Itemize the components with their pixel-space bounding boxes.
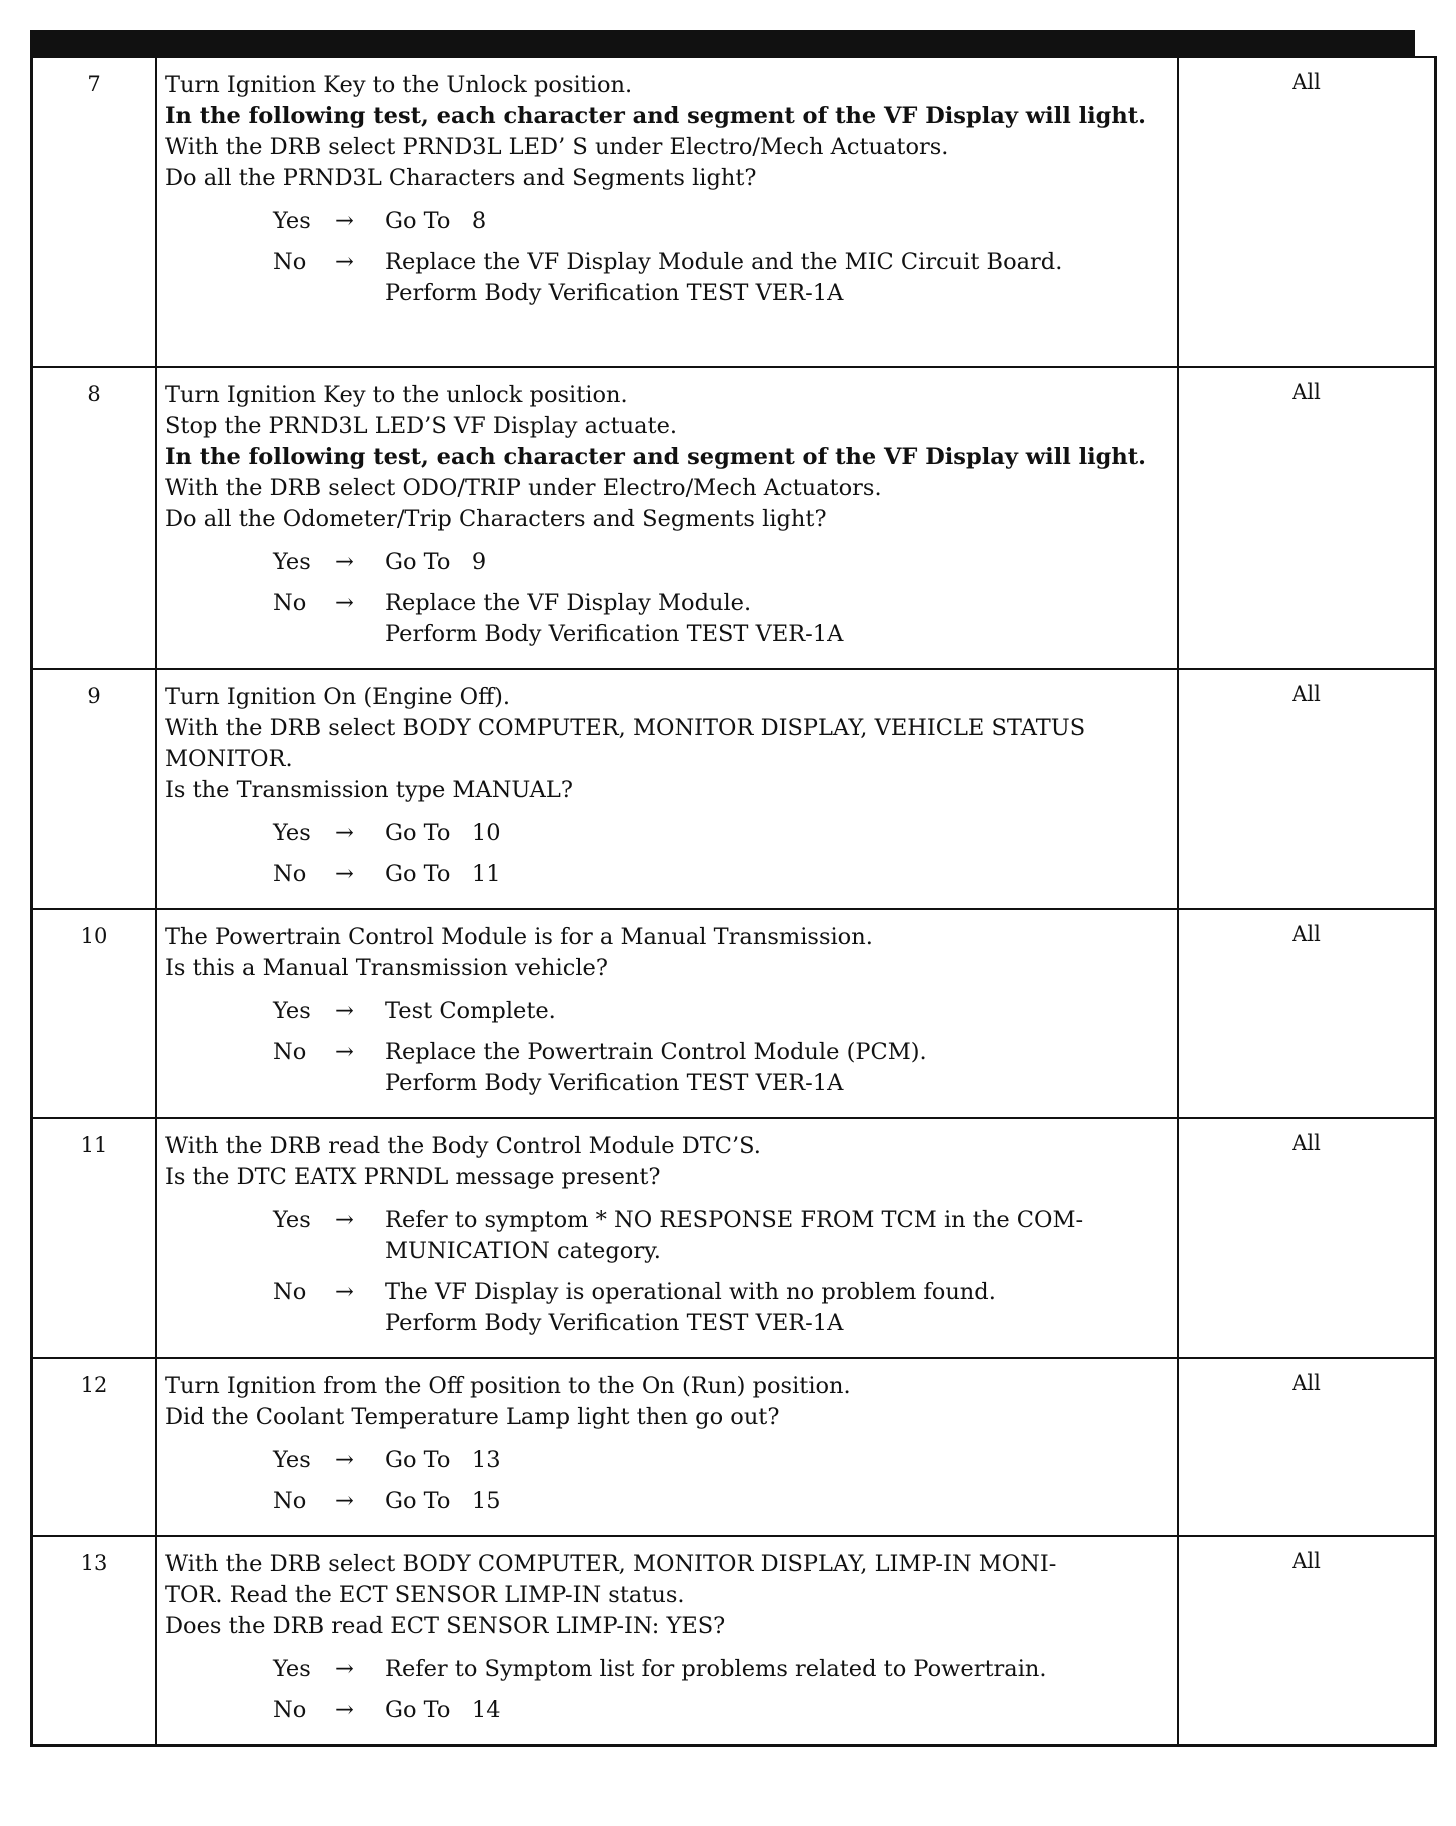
answer-result-line: Replace the VF Display Module.: [385, 590, 752, 616]
answer-options: [165, 996, 1167, 1099]
answer-result-line: Perform Body Verification TEST VER-1A: [385, 280, 844, 306]
step-instruction-line: TOR. Read the ECT SENSOR LIMP-IN status.: [165, 1582, 685, 1608]
answer-row: [165, 588, 1167, 650]
answer-key: No: [273, 861, 307, 887]
answer-result: [385, 1654, 1167, 1685]
answer-row: [165, 996, 1167, 1027]
arrow-right-icon: →: [335, 861, 354, 887]
answer-options: [165, 1205, 1167, 1339]
answer-result-line: MUNICATION category.: [385, 1238, 661, 1264]
answer-row: [165, 818, 1167, 849]
answer-result: [385, 859, 1167, 890]
answer-row: [165, 859, 1167, 890]
step-instruction-line: Do all the PRND3L Characters and Segments light?: [165, 165, 757, 191]
applicability: All: [1178, 909, 1436, 1118]
answer-result-line: Perform Body Verification TEST VER-1A: [385, 1070, 844, 1096]
answer-key: No: [273, 1039, 307, 1065]
answer-result: [385, 818, 1167, 849]
step-instruction-line: Is this a Manual Transmission vehicle?: [165, 955, 608, 981]
answer-result: [385, 1205, 1167, 1267]
arrow-right-icon: →: [335, 1697, 354, 1723]
applicability: All: [1178, 1118, 1436, 1358]
answer-row: [165, 1654, 1167, 1685]
step-instructions: [156, 57, 1178, 367]
step-number: 9: [32, 669, 157, 909]
step-number: 10: [32, 909, 157, 1118]
answer-result: [385, 1277, 1167, 1339]
answer-row: [165, 247, 1167, 309]
step-note-bold: In the following test, each character and segment of the VF Display will light.: [165, 444, 1146, 470]
step-number: 11: [32, 1118, 157, 1358]
step-number: 7: [32, 57, 157, 367]
answer-result-line: Go To 13: [385, 1447, 501, 1473]
arrow-right-icon: →: [335, 1039, 354, 1065]
answer-key: No: [273, 249, 307, 275]
step-instruction-line: Do all the Odometer/Trip Characters and Segments light?: [165, 506, 827, 532]
answer-row: [165, 1037, 1167, 1099]
applicability: All: [1178, 57, 1436, 367]
table-header-bar: [30, 30, 1415, 56]
answer-result: [385, 1037, 1167, 1099]
answer-options: [165, 547, 1167, 650]
answer-key: No: [273, 590, 307, 616]
step-instructions: [156, 1536, 1178, 1746]
answer-result-line: Refer to Symptom list for problems related to Powertrain.: [385, 1656, 1047, 1682]
answer-row: [165, 1277, 1167, 1339]
step-instruction-line: Turn Ignition from the Off position to the On (Run) position.: [165, 1373, 851, 1399]
answer-key: No: [273, 1279, 307, 1305]
step-instruction-line: Stop the PRND3L LED’S VF Display actuate.: [165, 413, 678, 439]
answer-key: Yes: [273, 998, 311, 1024]
arrow-right-icon: →: [335, 208, 354, 234]
answer-row: [165, 1486, 1167, 1517]
step-instruction-line: With the DRB select BODY COMPUTER, MONITOR DISPLAY, LIMP-IN MONI-: [165, 1551, 1057, 1577]
arrow-right-icon: →: [335, 1207, 354, 1233]
answer-key: Yes: [273, 1656, 311, 1682]
step-instructions: [156, 1118, 1178, 1358]
step-instruction-line: Does the DRB read ECT SENSOR LIMP-IN: YES?: [165, 1613, 726, 1639]
answer-key: No: [273, 1488, 307, 1514]
answer-result-line: Go To 11: [385, 861, 501, 887]
step-instruction-line: Is the Transmission type MANUAL?: [165, 777, 573, 803]
answer-result: [385, 588, 1167, 650]
arrow-right-icon: →: [335, 1447, 354, 1473]
step-instruction-line: With the DRB read the Body Control Module DTC’S.: [165, 1133, 761, 1159]
step-row: [32, 1536, 1436, 1746]
step-instructions: [156, 1358, 1178, 1536]
applicability: All: [1178, 669, 1436, 909]
step-number: 12: [32, 1358, 157, 1536]
step-row: [32, 669, 1436, 909]
answer-key: Yes: [273, 549, 311, 575]
answer-result-line: The VF Display is operational with no problem found.: [385, 1279, 996, 1305]
answer-options: [165, 1654, 1167, 1726]
answer-result: [385, 247, 1167, 309]
step-instruction-line: Is the DTC EATX PRNDL message present?: [165, 1164, 661, 1190]
answer-row: [165, 1205, 1167, 1267]
step-instruction-line: With the DRB select ODO/TRIP under Electro/Mech Actuators.: [165, 475, 882, 501]
applicability: All: [1178, 367, 1436, 669]
step-instruction-line: With the DRB select BODY COMPUTER, MONITOR DISPLAY, VEHICLE STATUS MONITOR.: [165, 715, 1086, 772]
answer-result-line: Replace the Powertrain Control Module (PCM).: [385, 1039, 927, 1065]
step-instruction-line: Turn Ignition Key to the Unlock position.: [165, 72, 633, 98]
answer-options: [165, 818, 1167, 890]
step-row: [32, 367, 1436, 669]
answer-result: [385, 1695, 1167, 1726]
answer-options: [165, 206, 1167, 309]
answer-result-line: Replace the VF Display Module and the MIC Circuit Board.: [385, 249, 1063, 275]
answer-options: [165, 1445, 1167, 1517]
answer-key: Yes: [273, 208, 311, 234]
step-row: [32, 909, 1436, 1118]
answer-result-line: Go To 8: [385, 208, 487, 234]
steps-table-body: [32, 57, 1436, 1746]
answer-result: [385, 996, 1167, 1027]
answer-key: No: [273, 1697, 307, 1723]
step-instruction-line: Turn Ignition Key to the unlock position.: [165, 382, 628, 408]
answer-key: Yes: [273, 820, 311, 846]
answer-row: [165, 547, 1167, 578]
applicability: All: [1178, 1536, 1436, 1746]
step-instruction-line: The Powertrain Control Module is for a Manual Transmission.: [165, 924, 873, 950]
answer-result-line: Perform Body Verification TEST VER-1A: [385, 1310, 844, 1336]
step-instruction-line: Did the Coolant Temperature Lamp light then go out?: [165, 1404, 780, 1430]
step-instruction-line: Turn Ignition On (Engine Off).: [165, 684, 511, 710]
answer-result-line: Refer to symptom * NO RESPONSE FROM TCM in the COM-: [385, 1207, 1084, 1233]
step-row: [32, 1358, 1436, 1536]
answer-result: [385, 206, 1167, 237]
step-instructions: [156, 909, 1178, 1118]
arrow-right-icon: →: [335, 998, 354, 1024]
answer-result-line: Test Complete.: [385, 998, 556, 1024]
arrow-right-icon: →: [335, 1279, 354, 1305]
step-note-bold: In the following test, each character and segment of the VF Display will light.: [165, 103, 1146, 129]
step-number: 13: [32, 1536, 157, 1746]
answer-result-line: Perform Body Verification TEST VER-1A: [385, 621, 844, 647]
answer-result: [385, 1445, 1167, 1476]
answer-result-line: Go To 14: [385, 1697, 501, 1723]
procedure-sheet: [30, 30, 1415, 1747]
answer-result-line: Go To 15: [385, 1488, 501, 1514]
answer-result: [385, 1486, 1167, 1517]
answer-key: Yes: [273, 1447, 311, 1473]
arrow-right-icon: →: [335, 249, 354, 275]
answer-key: Yes: [273, 1207, 311, 1233]
step-row: [32, 1118, 1436, 1358]
answer-row: [165, 1695, 1167, 1726]
diagnostic-steps-table: [30, 56, 1437, 1747]
step-instructions: [156, 669, 1178, 909]
arrow-right-icon: →: [335, 1488, 354, 1514]
step-number: 8: [32, 367, 157, 669]
answer-result-line: Go To 10: [385, 820, 501, 846]
answer-result-line: Go To 9: [385, 549, 487, 575]
applicability: All: [1178, 1358, 1436, 1536]
step-instruction-line: With the DRB select PRND3L LED’ S under Electro/Mech Actuators.: [165, 134, 949, 160]
arrow-right-icon: →: [335, 1656, 354, 1682]
arrow-right-icon: →: [335, 590, 354, 616]
step-instructions: [156, 367, 1178, 669]
arrow-right-icon: →: [335, 820, 354, 846]
answer-result: [385, 547, 1167, 578]
answer-row: [165, 1445, 1167, 1476]
arrow-right-icon: →: [335, 549, 354, 575]
step-row: [32, 57, 1436, 367]
answer-row: [165, 206, 1167, 237]
